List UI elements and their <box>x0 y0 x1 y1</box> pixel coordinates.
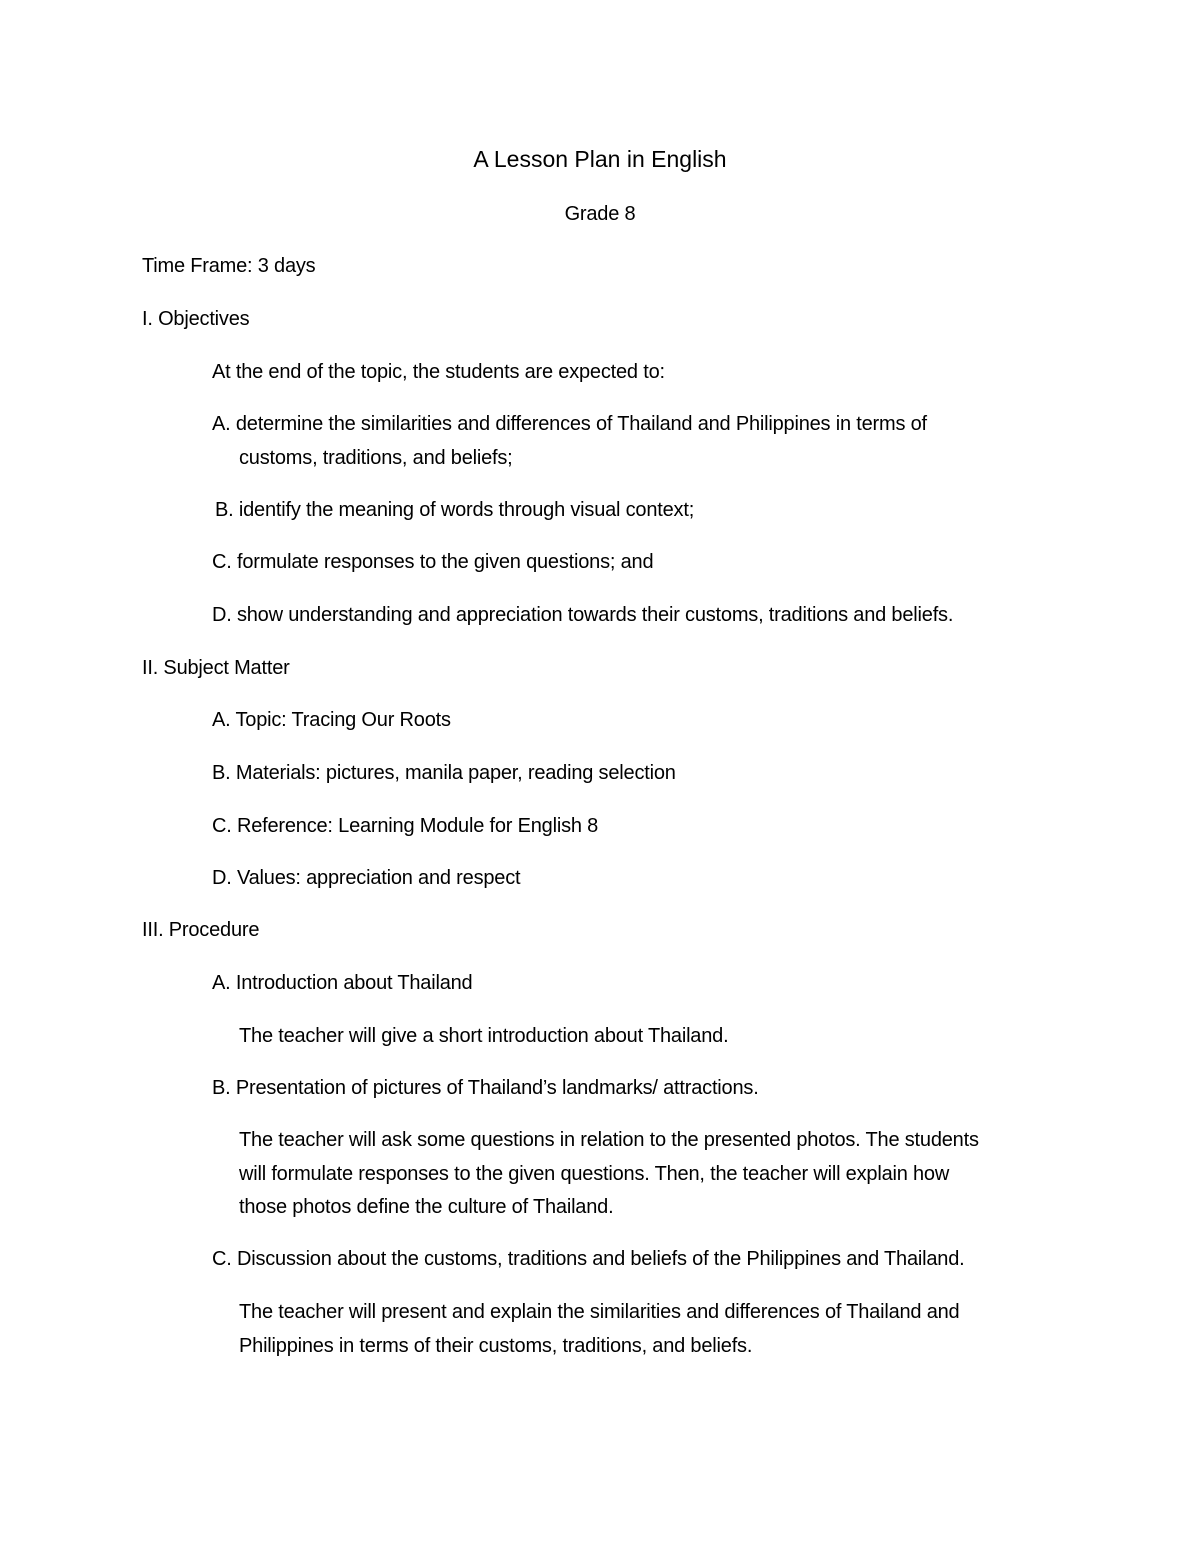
procedure-c-heading: C. Discussion about the customs, traditions and beliefs of the Philippines and Thailand. <box>212 1248 965 1270</box>
procedure-b-text-line3: those photos define the culture of Thailand. <box>239 1196 614 1218</box>
objective-a-line1: A. determine the similarities and differences of Thailand and Philippines in terms of <box>212 413 927 435</box>
procedure-heading: III. Procedure <box>142 919 260 941</box>
procedure-a-heading: A. Introduction about Thailand <box>212 972 473 994</box>
grade-label: Grade 8 <box>564 203 636 225</box>
procedure-c-text-line2: Philippines in terms of their customs, traditions, and beliefs. <box>239 1335 753 1357</box>
document-title: A Lesson Plan in English <box>473 146 727 172</box>
subject-reference: C. Reference: Learning Module for English 8 <box>212 815 599 837</box>
time-frame: Time Frame: 3 days <box>142 255 316 277</box>
objective-b: B. identify the meaning of words through visual context; <box>215 499 695 521</box>
procedure-b-text-line1: The teacher will ask some questions in relation to the presented photos. The students <box>239 1129 979 1151</box>
subject-topic: A. Topic: Tracing Our Roots <box>212 709 451 731</box>
procedure-b-text-line2: will formulate responses to the given questions. Then, the teacher will explain how <box>239 1163 950 1185</box>
subject-values: D. Values: appreciation and respect <box>212 867 521 889</box>
objective-a-line2: customs, traditions, and beliefs; <box>239 447 513 469</box>
subject-matter-heading: II. Subject Matter <box>142 657 290 679</box>
procedure-b-heading: B. Presentation of pictures of Thailand’s landmarks/ attractions. <box>212 1077 759 1099</box>
subject-materials: B. Materials: pictures, manila paper, reading selection <box>212 762 676 784</box>
objectives-heading: I. Objectives <box>142 308 250 330</box>
objective-d: D. show understanding and appreciation towards their customs, traditions and beliefs. <box>212 604 954 626</box>
procedure-c-text-line1: The teacher will present and explain the similarities and differences of Thailand and <box>239 1301 960 1323</box>
procedure-a-text: The teacher will give a short introduction about Thailand. <box>239 1025 729 1047</box>
objectives-intro: At the end of the topic, the students are expected to: <box>212 361 665 383</box>
objective-c: C. formulate responses to the given questions; and <box>212 551 654 573</box>
